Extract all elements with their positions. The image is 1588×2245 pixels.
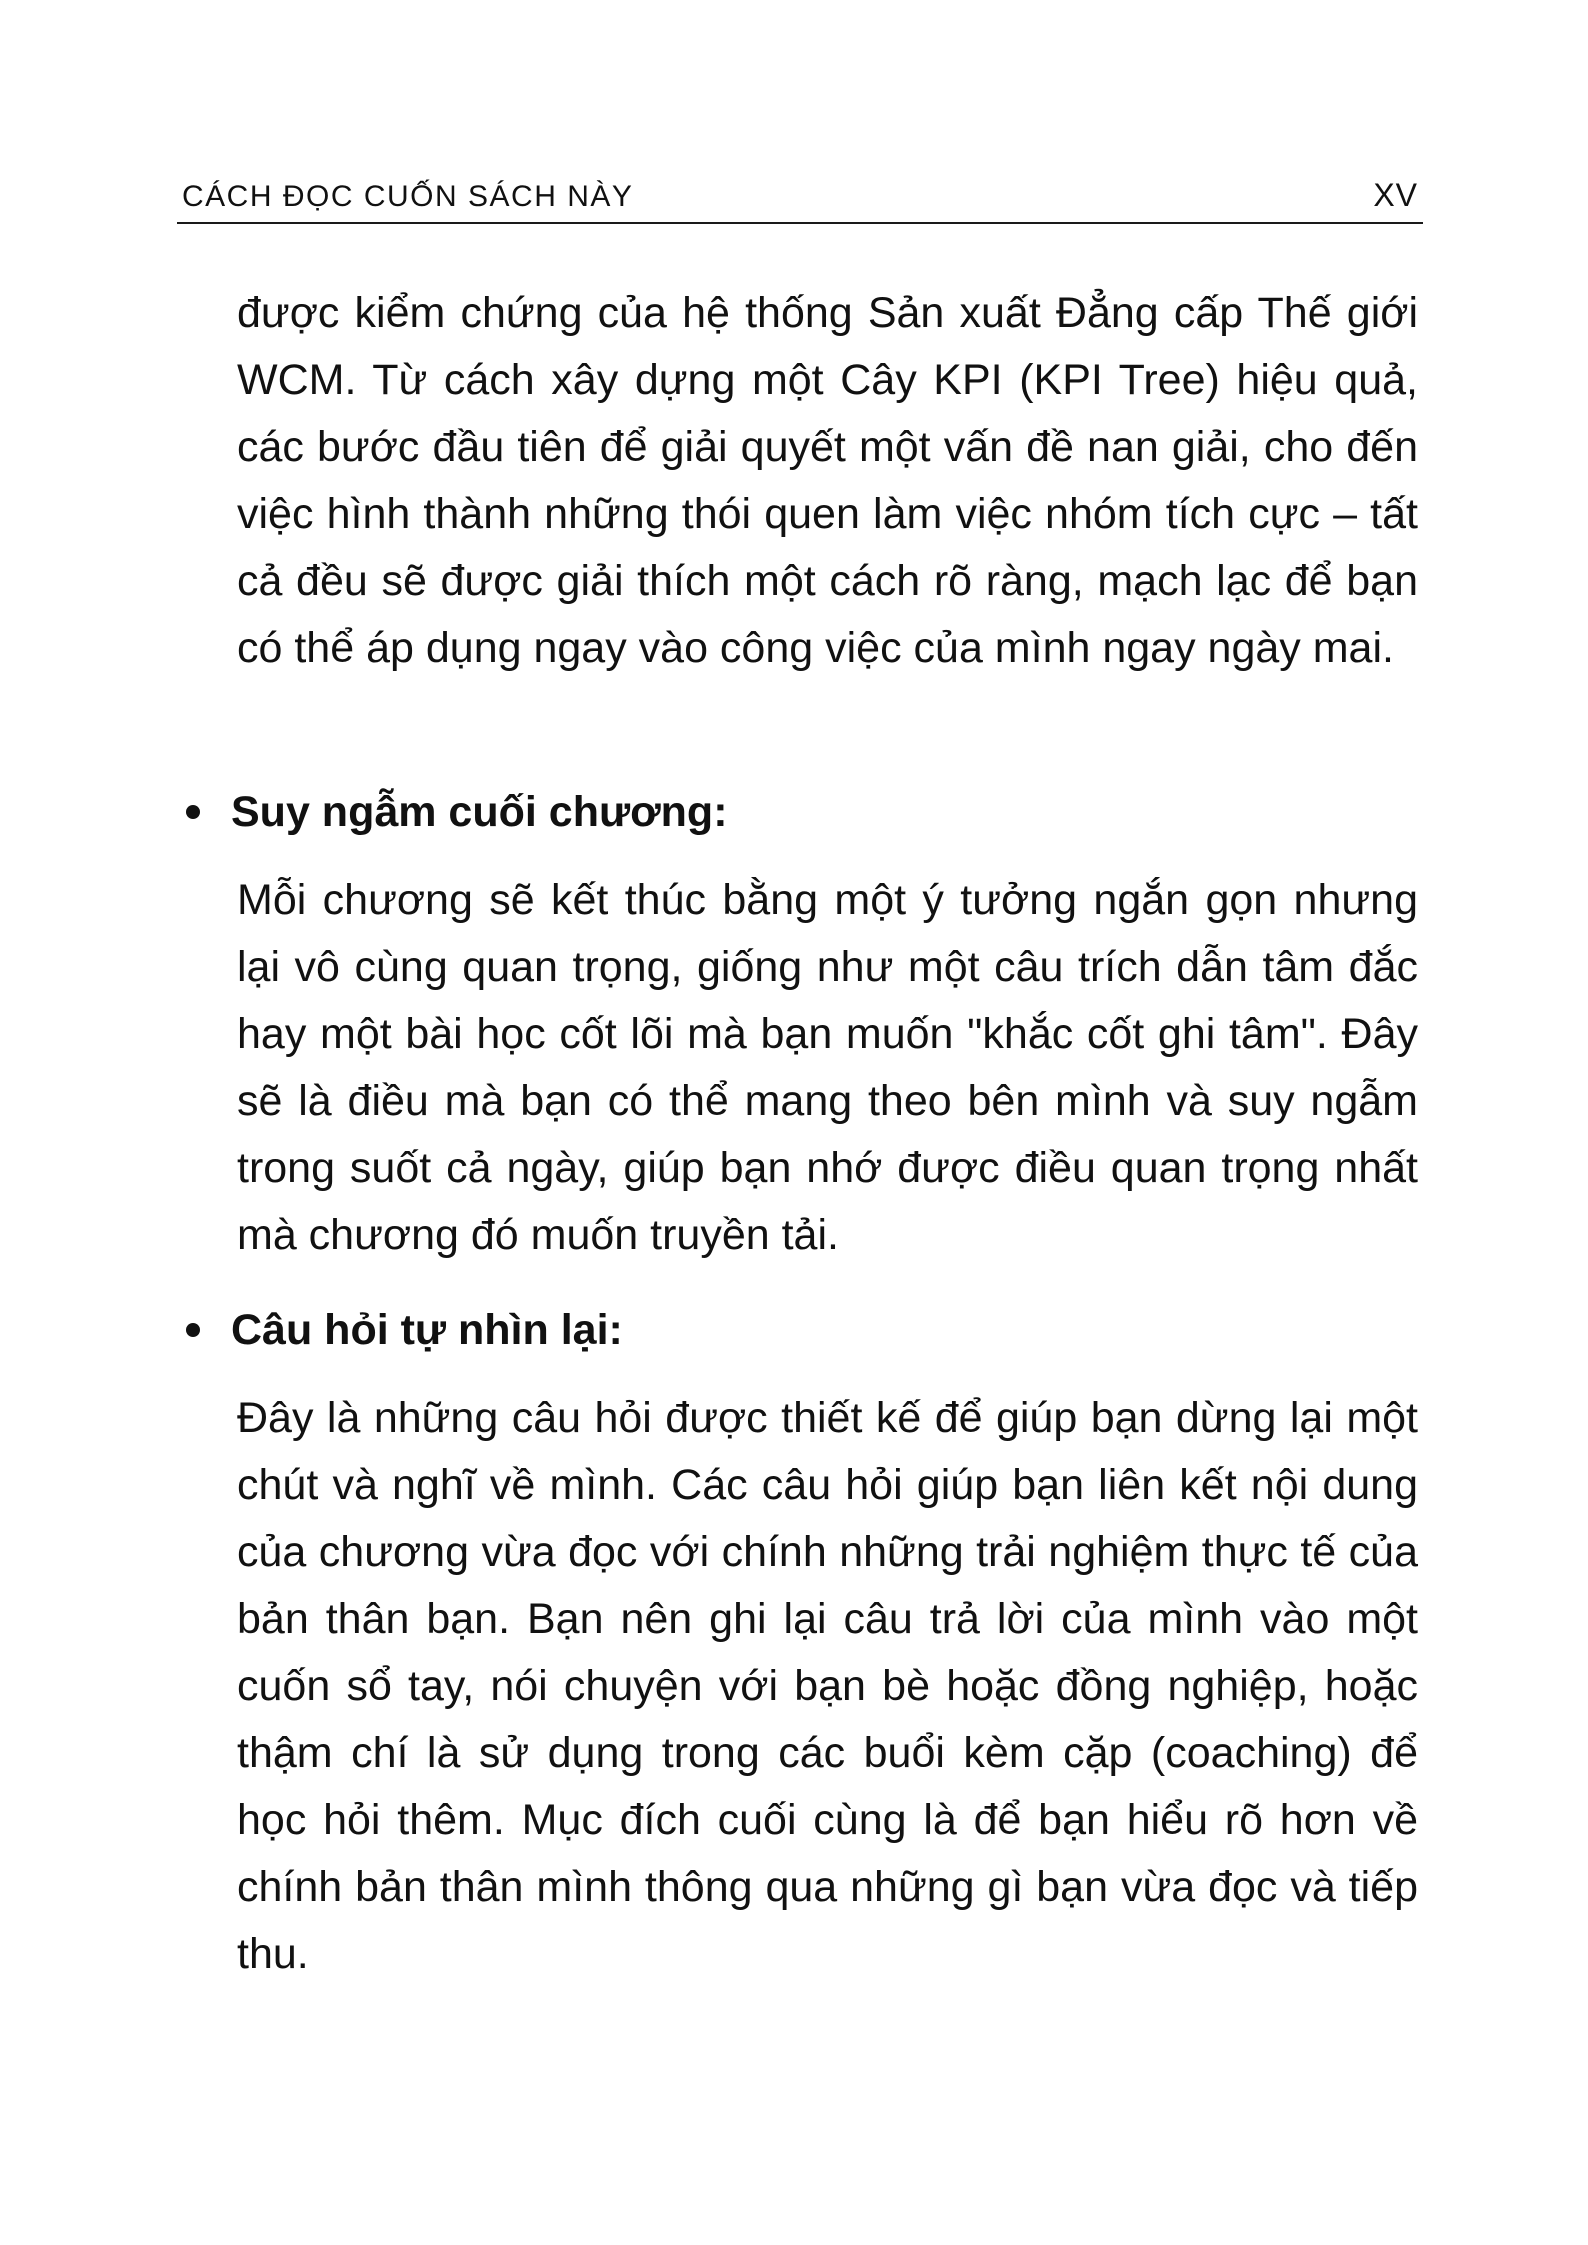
chapter-title: CÁCH ĐỌC CUỐN SÁCH NÀY [182,180,634,213]
bullet-dot-icon [186,1323,200,1337]
intro-paragraph: được kiểm chứng của hệ thống Sản xuất Đẳng cấp Thế giới WCM. Từ cách xây dựng một Cây KPI (KPI Tree) hiệu quả, các bước đầu tiên để giải quyết một vấn đề nan giải, cho đến việc hình thành những thói quen làm việc nhóm tích cực – tất cả đều sẽ được giải thích một cách rõ ràng, mạch lạc để bạn có thể áp dụng ngay vào công việc của mình ngay ngày mai. [237,289,1418,672]
section-heading-text: Suy ngẫm cuối chương: [231,788,728,836]
section-heading-reflection [186,779,728,846]
section-heading-text: Câu hỏi tự nhìn lại: [231,1306,623,1354]
page-number: XV [1373,177,1418,213]
running-header [177,172,1423,224]
section-heading-questions [186,1297,623,1364]
bullet-dot-icon [186,805,200,819]
section-paragraph-questions: Đây là những câu hỏi được thiết kế để giúp bạn dừng lại một chút và nghĩ về mình. Các câu hỏi giúp bạn liên kết nội dung của chương vừa đọc với chính những trải nghiệm thực tế của bản thân bạn. Bạn nên ghi lại câu trả lời của mình vào một cuốn sổ tay, nói chuyện với bạn bè hoặc đồng nghiệp, hoặc thậm chí là sử dụng trong các buổi kèm cặp (coaching) để học hỏi thêm. Mục đích cuối cùng là để bạn hiểu rõ hơn về chính bản thân mình thông qua những gì bạn vừa đọc và tiếp thu. [237,1394,1418,1978]
section-paragraph-reflection: Mỗi chương sẽ kết thúc bằng một ý tưởng ngắn gọn nhưng lại vô cùng quan trọng, giống như một câu trích dẫn tâm đắc hay một bài học cốt lõi mà bạn muốn "khắc cốt ghi tâm". Đây sẽ là điều mà bạn có thể mang theo bên mình và suy ngẫm trong suốt cả ngày, giúp bạn nhớ được điều quan trọng nhất mà chương đó muốn truyền tải. [237,876,1418,1259]
